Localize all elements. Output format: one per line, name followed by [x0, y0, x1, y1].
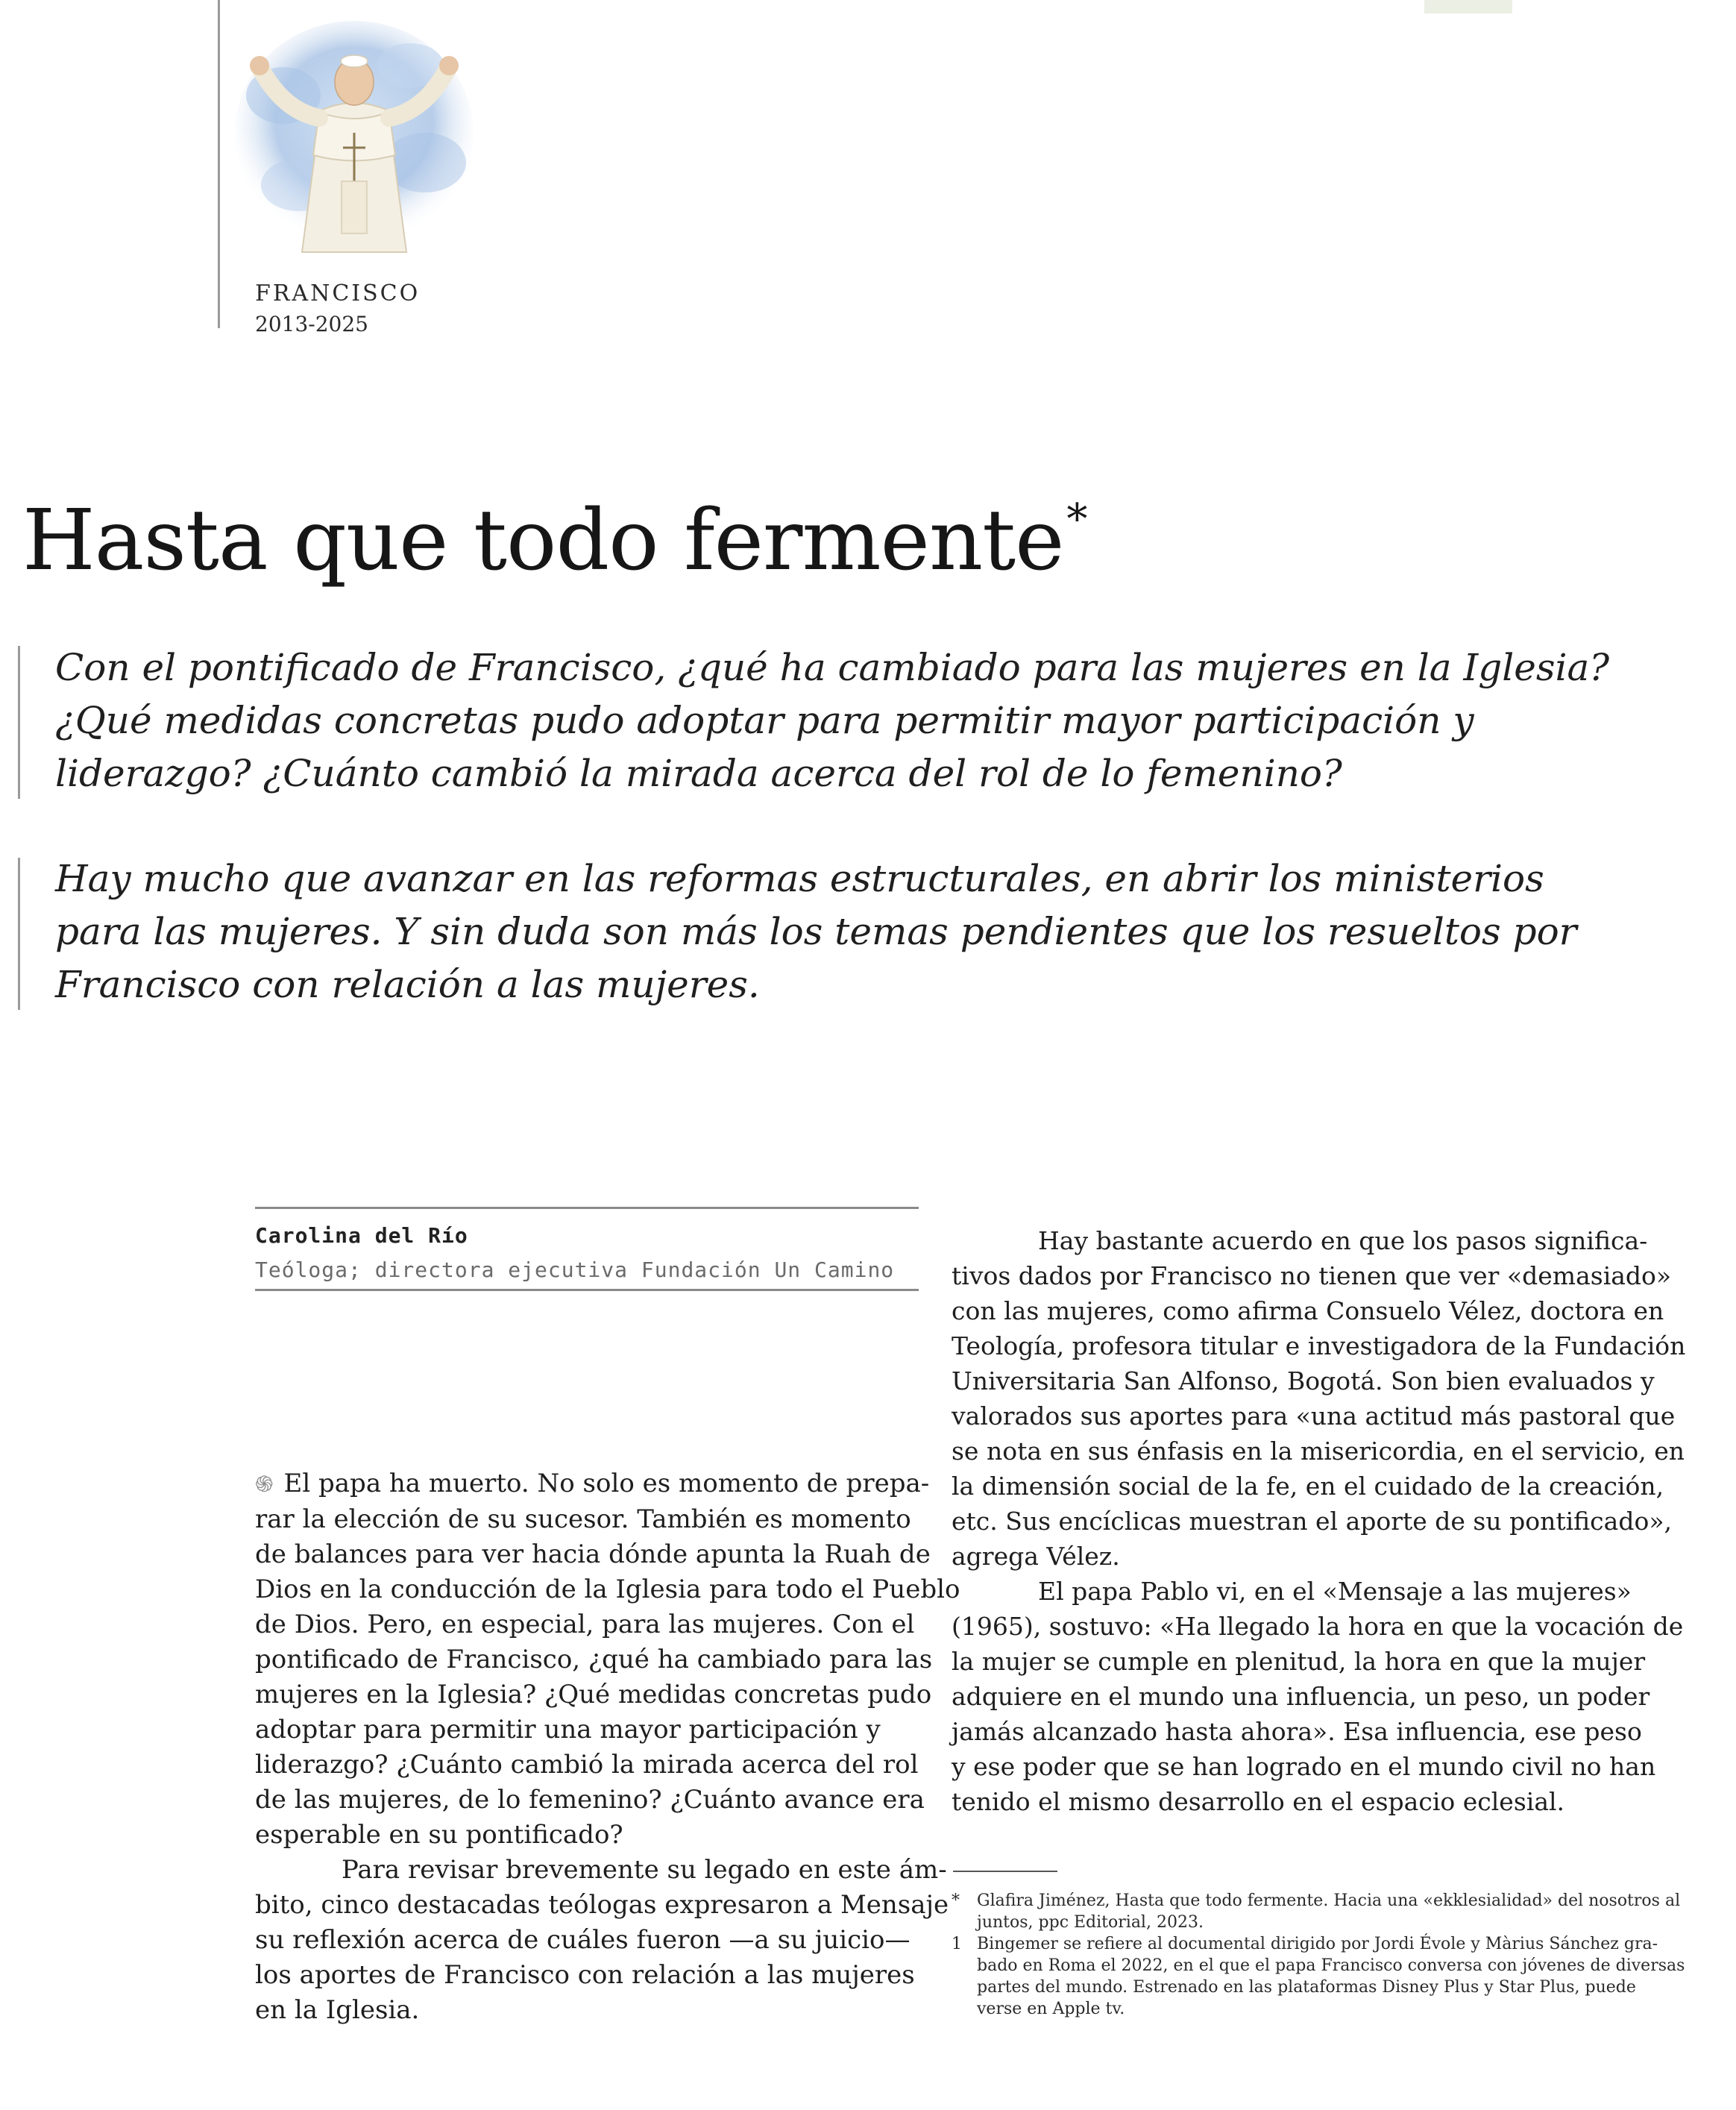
- pope-name: FRANCISCO: [255, 280, 421, 307]
- body-line: [255, 1466, 960, 1502]
- body-line: etc. Sus encíclicas muestran el aporte de su pontificado»,: [952, 1507, 1673, 1536]
- body-line: Dios en la conducción de la Iglesia para todo el Pueblo: [255, 1574, 960, 1604]
- body-line: tenido el mismo desarrollo en el espacio eclesial.: [952, 1787, 1565, 1816]
- body-line: liderazgo? ¿Cuánto cambió la mirada acerca del rol: [255, 1750, 919, 1780]
- body-line: su reflexión acerca de cuáles fueron —a su juicio—: [255, 1925, 911, 1955]
- pope-years: 2013-2025: [255, 312, 368, 336]
- footnotes: [952, 1890, 1685, 2020]
- byline-top-rule: [255, 1207, 919, 1209]
- body-line: la dimensión social de la fe, en el cuidado de la creación,: [952, 1472, 1664, 1501]
- lead-paragraph-1: [55, 641, 1609, 800]
- body-line: bito, cinco destacadas teólogas expresaron a Mensaje: [255, 1890, 949, 1920]
- article-title-text: Hasta que todo fermente: [22, 492, 1064, 589]
- footnote-rule: [953, 1871, 1057, 1872]
- byline-bottom-rule: [255, 1289, 919, 1291]
- body-column-right: [952, 1223, 1685, 1819]
- body-line: en la Iglesia.: [255, 1995, 420, 2025]
- footnote-line: [952, 1933, 1685, 1955]
- lead-2-bar: [18, 858, 20, 1010]
- body-line: de balances para ver hacia dónde apunta la Ruah de: [255, 1539, 931, 1569]
- body-line: mujeres en la Iglesia? ¿Qué medidas concretas pudo: [255, 1680, 932, 1709]
- body-line: y ese poder que se han logrado en el mundo civil no han: [952, 1752, 1656, 1781]
- body-line: rar la elección de su sucesor. También es momento: [255, 1504, 911, 1534]
- body-line: esperable en su pontificado?: [255, 1820, 623, 1850]
- body-line: adquiere en el mundo una influencia, un peso, un poder: [952, 1682, 1650, 1711]
- footnote-line: bado en Roma el 2022, en el que el papa Francisco conversa con jóvenes de diversas: [977, 1956, 1685, 1975]
- body-line: jamás alcanzado hasta ahora». Esa influencia, ese peso: [952, 1717, 1642, 1746]
- footnote-line: verse en Apple tv.: [977, 2000, 1125, 2018]
- body-column-left: [255, 1466, 960, 2028]
- body-line: pontificado de Francisco, ¿qué ha cambiado para las: [255, 1645, 933, 1674]
- footnote-line: [952, 1890, 1685, 1912]
- article-title: [22, 492, 1086, 589]
- lead-1-bar: [18, 646, 20, 799]
- body-line: adoptar para permitir una mayor participación y: [255, 1715, 881, 1745]
- body-line: tivos dados por Francisco no tienen que ver «demasiado»: [952, 1261, 1672, 1290]
- lead-2-line: Hay mucho que avanzar en las reformas estructurales, en abrir los ministerios: [55, 857, 1544, 900]
- lead-1-line: ¿Qué medidas concretas pudo adoptar para permitir mayor participación y: [55, 699, 1474, 742]
- body-line: Teología, profesora titular e investigadora de la Fundación: [952, 1331, 1686, 1360]
- footnote-text: Glafira Jiménez, Hasta que todo fermente. Hacia una «ekklesialidad» del nosotros al: [977, 1891, 1681, 1910]
- body-line-text: El papa ha muerto. No solo es momento de prepa-: [283, 1469, 930, 1498]
- body-line: con las mujeres, como afirma Consuelo Vélez, doctora en: [952, 1296, 1664, 1325]
- body-line: (1965), sostuvo: «Ha llegado la hora en que la vocación de: [952, 1612, 1684, 1641]
- ornament-icon: ֍: [255, 1472, 274, 1498]
- body-line: los aportes de Francisco con relación a las mujeres: [255, 1960, 915, 1990]
- footnote-text: Bingemer se refiere al documental dirigido por Jordi Évole y Màrius Sánchez gra-: [977, 1935, 1658, 1953]
- body-line: Universitaria San Alfonso, Bogotá. Son bien evaluados y: [952, 1366, 1655, 1395]
- body-line: la mujer se cumple en plenitud, la hora en que la mujer: [952, 1647, 1646, 1676]
- footnote-star-mark: *: [952, 1891, 960, 1910]
- body-line: Hay bastante acuerdo en que los pasos significa-: [1038, 1226, 1648, 1255]
- title-footnote-mark: *: [1066, 495, 1087, 544]
- body-line: se nota en sus énfasis en la misericordia, en el servicio, en: [952, 1437, 1685, 1466]
- author-name: Carolina del Río: [255, 1223, 468, 1248]
- body-line: Para revisar brevemente su legado en este ám-: [342, 1855, 947, 1885]
- body-line: de Dios. Pero, en especial, para las mujeres. Con el: [255, 1610, 915, 1639]
- lead-2-line: para las mujeres. Y sin duda son más los temas pendientes que los resueltos por: [55, 910, 1577, 953]
- lead-2-line: Francisco con relación a las mujeres.: [55, 963, 760, 1006]
- footnote-line: juntos, ppc Editorial, 2023.: [977, 1913, 1204, 1932]
- lead-1-line: liderazgo? ¿Cuánto cambió la mirada acerca del rol de lo femenino?: [55, 752, 1342, 795]
- body-line: agrega Vélez.: [952, 1542, 1120, 1571]
- sidebar-rule: [218, 0, 220, 328]
- footnote-line: partes del mundo. Estrenado en las plataformas Disney Plus y Star Plus, puede: [977, 1978, 1636, 1997]
- body-line: valorados sus aportes para «una actitud más pastoral que: [952, 1401, 1676, 1431]
- pope-watercolor-illustration: [231, 13, 477, 260]
- lead-paragraph-2: [55, 853, 1577, 1011]
- body-line: El papa Pablo vi, en el «Mensaje a las mujeres»: [1038, 1577, 1632, 1606]
- footnote-one-mark: 1: [952, 1935, 962, 1953]
- page-corner-tab: [1424, 0, 1512, 13]
- body-line: de las mujeres, de lo femenino? ¿Cuánto avance era: [255, 1785, 925, 1815]
- author-affiliation: Teóloga; directora ejecutiva Fundación Un Camino: [255, 1257, 895, 1282]
- lead-1-line: Con el pontificado de Francisco, ¿qué ha cambiado para las mujeres en la Iglesia?: [55, 646, 1610, 689]
